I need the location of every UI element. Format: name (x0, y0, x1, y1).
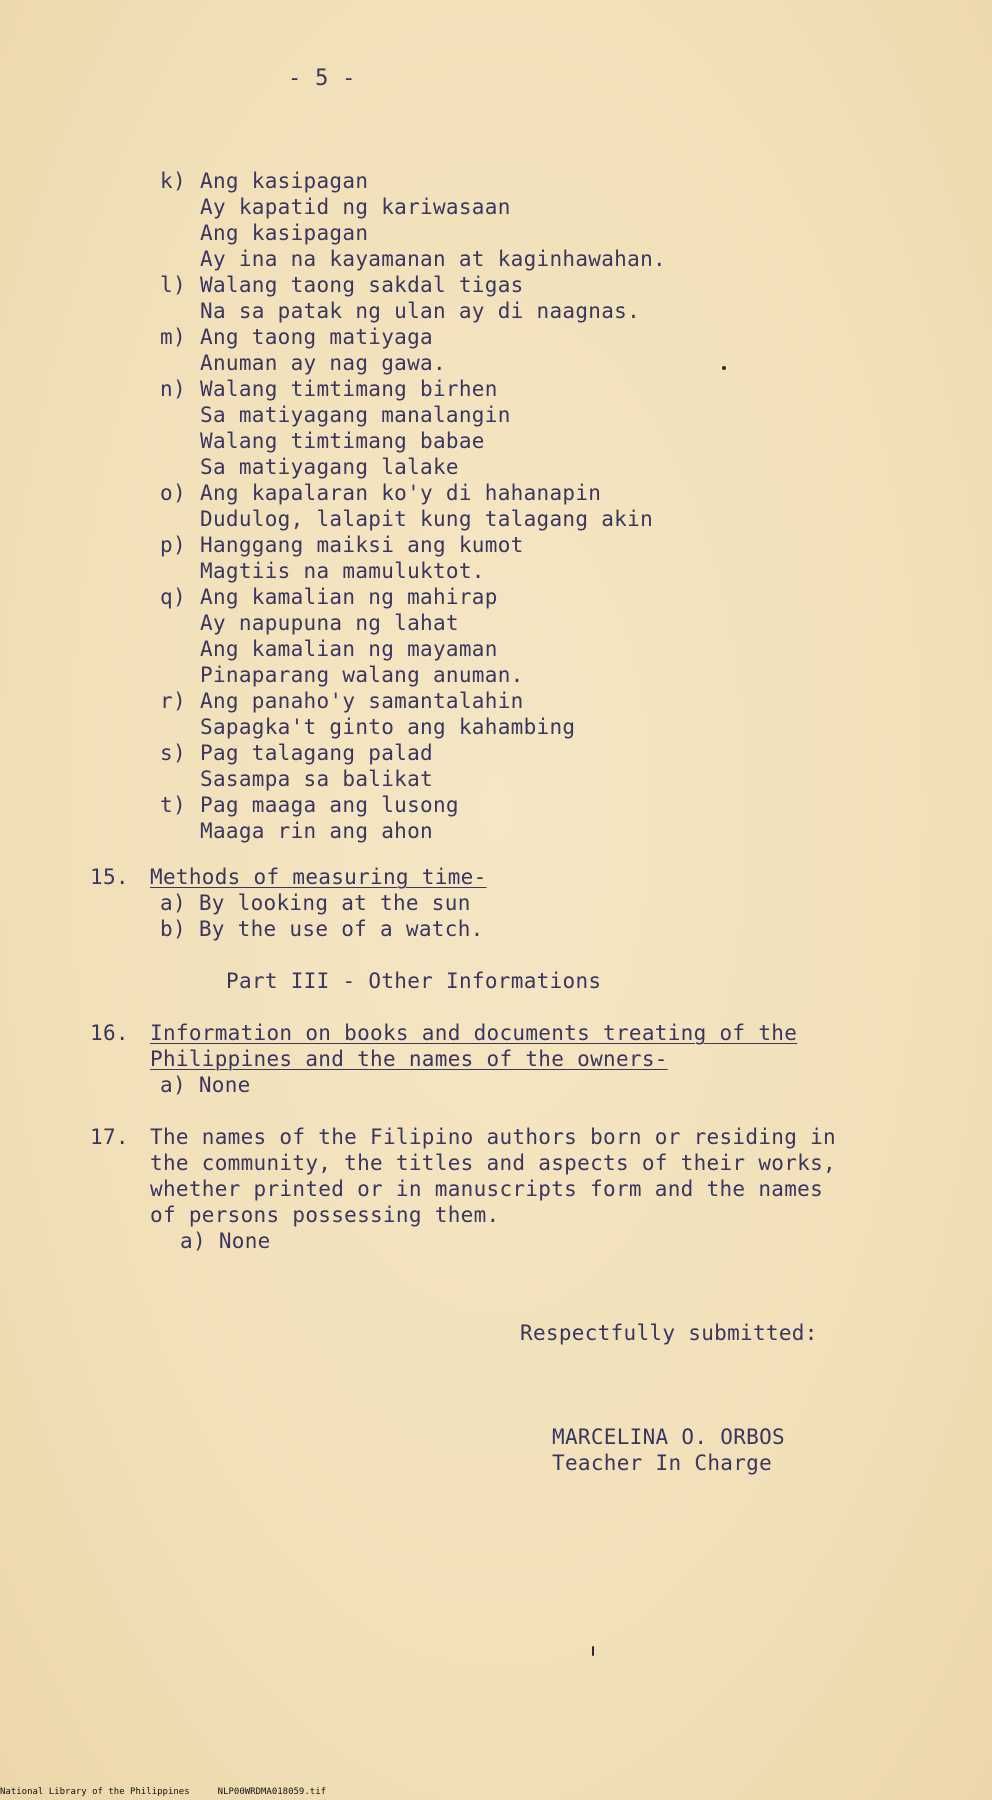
proverb-label: r) (160, 689, 186, 713)
proverb-line: Sapagka't ginto ang kahambing (200, 715, 576, 739)
proverb-line: Ang kamalian ng mahirap (200, 585, 498, 609)
proverb-line: Walang timtimang birhen (200, 377, 498, 401)
proverb-line: Ay ina na kayamanan at kaginhawahan. (200, 247, 666, 271)
proverb-line: Sa matiyagang lalake (200, 455, 459, 479)
proverb-line: Ang kasipagan (200, 221, 369, 245)
proverb-line: Anuman ay nag gawa. (200, 351, 446, 375)
archive-footer (0, 1786, 326, 1798)
list-item: b) By the use of a watch. (160, 917, 484, 941)
proverb-line: Ang kapalaran ko'y di hahanapin (200, 481, 602, 505)
proverb-line: Ang kamalian ng mayaman (200, 637, 498, 661)
list-item: a) By looking at the sun (160, 891, 471, 915)
proverb-line: Pinaparang walang anuman. (200, 663, 524, 687)
signatory-title: Teacher In Charge (552, 1451, 773, 1475)
section-heading: Methods of measuring time- (150, 865, 487, 889)
proverb-line: Pag maaga ang lusong (200, 793, 459, 817)
ink-speck (592, 1646, 594, 1656)
proverb-label: o) (160, 481, 186, 505)
ink-speck (722, 366, 726, 370)
signatory-name: MARCELINA O. ORBOS (552, 1425, 785, 1449)
proverb-line: Sasampa sa balikat (200, 767, 433, 791)
proverb-line: Ay kapatid ng kariwasaan (200, 195, 511, 219)
section-number: 15. (90, 865, 129, 889)
footer-library: National Library of the Philippines (0, 1787, 190, 1797)
proverb-label: t) (160, 793, 186, 817)
proverb-line: Maaga rin ang ahon (200, 819, 433, 843)
proverb-line: Walang timtimang babae (200, 429, 485, 453)
paragraph-line: The names of the Filipino authors born or residing in (150, 1125, 836, 1149)
proverb-label: m) (160, 325, 186, 349)
proverb-label: l) (160, 273, 186, 297)
paragraph-line: the community, the titles and aspects of their works, (150, 1151, 836, 1175)
list-item: a) None (160, 1073, 251, 1097)
page-number: - 5 - (288, 66, 356, 91)
proverb-label: p) (160, 533, 186, 557)
proverb-line: Ay napupuna ng lahat (200, 611, 459, 635)
proverb-line: Hanggang maiksi ang kumot (200, 533, 524, 557)
proverb-line: Sa matiyagang manalangin (200, 403, 511, 427)
section-heading: Philippines and the names of the owners- (150, 1047, 668, 1071)
closing-salutation: Respectfully submitted: (520, 1321, 818, 1345)
proverb-line: Na sa patak ng ulan ay di naagnas. (200, 299, 641, 323)
proverb-label: n) (160, 377, 186, 401)
proverb-line: Ang taong matiyaga (200, 325, 433, 349)
proverb-label: s) (160, 741, 186, 765)
proverb-line: Dudulog, lalapit kung talagang akin (200, 507, 654, 531)
proverb-line: Ang panaho'y samantalahin (200, 689, 524, 713)
proverb-label: k) (160, 169, 186, 193)
proverb-line: Magtiis na mamuluktot. (200, 559, 485, 583)
paragraph-line: of persons possessing them. (150, 1203, 500, 1227)
part-title: Part III - Other Informations (226, 969, 602, 993)
proverb-line: Walang taong sakdal tigas (200, 273, 524, 297)
proverb-line: Ang kasipagan (200, 169, 369, 193)
section-heading: Information on books and documents treating of the (150, 1021, 798, 1045)
footer-file: NLP00WRDMA018059.tif (217, 1787, 327, 1797)
proverb-label: q) (160, 585, 186, 609)
section-number: 17. (90, 1125, 129, 1149)
list-item: a) None (180, 1229, 271, 1253)
section-number: 16. (90, 1021, 129, 1045)
proverb-line: Pag talagang palad (200, 741, 433, 765)
paragraph-line: whether printed or in manuscripts form and the names (150, 1177, 824, 1201)
